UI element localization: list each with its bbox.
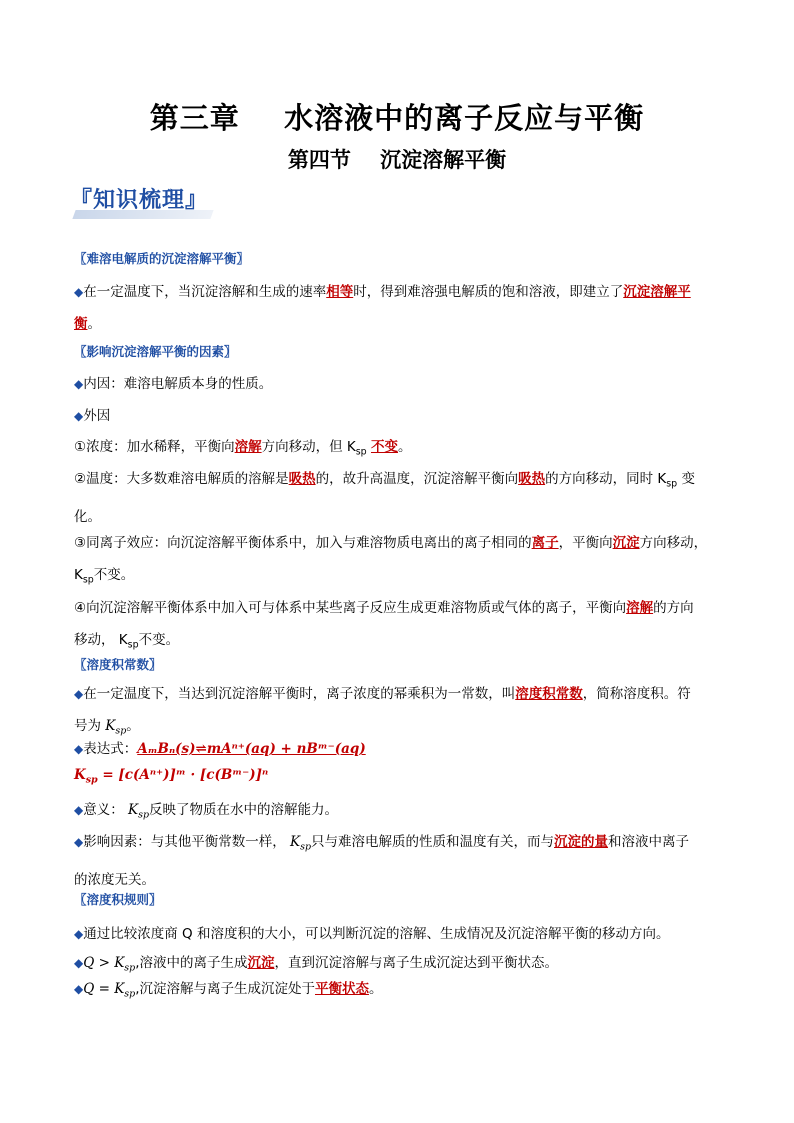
paragraph-meaning: ◆意义： $K_{sp}$反映了物质在水中的溶解能力。 (74, 802, 339, 821)
section-title: 第四节 沉淀溶解平衡 (287, 147, 507, 172)
dissolution-equation: AₘBₙ(s)⇌mAⁿ⁺(aq) + nBᵐ⁻(aq) (137, 741, 366, 757)
bullet-icon: ◆ (74, 927, 84, 941)
paragraph-factors: ◆影响因素：与其他平衡常数一样， $K_{sp}$只与难溶电解质的性质和温度有关，而与沉淀的量和溶液中离子 的浓度无关。 (74, 834, 690, 888)
bullet-icon: ◆ (74, 742, 84, 756)
heading-ksp: 〖溶度积常数〗 (74, 657, 162, 672)
heading-influencing-factors: 〖影响沉淀溶解平衡的因素〗 (74, 344, 237, 359)
paragraph-common-ion: ③同离子效应：向沉淀溶解平衡体系中，加入与难溶物质电离出的离子相同的离子，平衡向沉淀方向移动， $K_{sp}$不变。 (74, 535, 708, 586)
heading-dissolution-equilibrium: 〖难溶电解质的沉淀溶解平衡〗 (74, 251, 250, 266)
bullet-icon: ◆ (74, 956, 84, 970)
paragraph-rule-precipitate: ◆Q > $K_{sp}$,溶液中的离子生成沉淀，直到沉淀溶解与离子生成沉淀达到平衡状态。 (74, 955, 558, 974)
paragraph-ksp-definition: ◆在一定温度下，当达到沉淀溶解平衡时，离子浓度的幂乘积为一常数，叫溶度积常数，简称溶度积。符 号为 $K_{sp}$。 (74, 686, 691, 737)
knowledge-banner (70, 183, 220, 219)
bullet-icon: ◆ (74, 835, 84, 849)
chapter-title: 第三章 水溶液中的离子反应与平衡 (149, 101, 645, 135)
bullet-icon: ◆ (74, 409, 84, 423)
bullet-icon: ◆ (74, 982, 84, 996)
paragraph-rule-intro: ◆通过比较浓度商 Q 和溶度积的大小，可以判断沉淀的溶解、生成情况及沉淀溶解平衡的移动方向。 (74, 926, 670, 942)
paragraph-rule-equilibrium: ◆Q = $K_{sp}$,沉淀溶解与离子生成沉淀处于平衡状态。 (74, 981, 383, 1000)
heading-ksp-rules: 〖溶度积规则〗 (74, 892, 162, 907)
paragraph-definition: ◆在一定温度下，当沉淀溶解和生成的速率相等时，得到难溶强电解质的饱和溶液，即建立了沉淀溶解平 衡。 (74, 284, 691, 332)
paragraph-concentration: ①浓度：加水稀释，平衡向溶解方向移动，但 $K_{sp}$ 不变。 (74, 439, 412, 458)
banner-label: 『知识梳理』 (70, 188, 209, 213)
bullet-icon: ◆ (74, 803, 84, 817)
paragraph-expression: ◆表达式：AₘBₙ(s)⇌mAⁿ⁺(aq) + nBᵐ⁻(aq) $K_{sp}$ = [c(Aⁿ⁺)]ᵐ · [c(Bᵐ⁻)]ⁿ (74, 741, 366, 786)
paragraph-reaction-ions: ④向沉淀溶解平衡体系中加入可与体系中某些离子反应生成更难溶物质或气体的离子，平衡向溶解的方向 移动， $K_{sp}$不变。 (74, 600, 694, 651)
paragraph-external-cause: ◆外因 (74, 408, 111, 424)
ksp-expression: = [c(Aⁿ⁺)]ᵐ · [c(Bᵐ⁻)]ⁿ (97, 767, 269, 783)
paragraph-internal-cause: ◆内因：难溶电解质本身的性质。 (74, 376, 273, 392)
bullet-icon: ◆ (74, 285, 84, 299)
bullet-icon: ◆ (74, 687, 84, 701)
paragraph-temperature: ②温度：大多数难溶电解质的溶解是吸热的，故升高温度，沉淀溶解平衡向吸热的方向移动，同时 $K_{sp}$ 变 化。 (74, 471, 695, 525)
bullet-icon: ◆ (74, 377, 84, 391)
